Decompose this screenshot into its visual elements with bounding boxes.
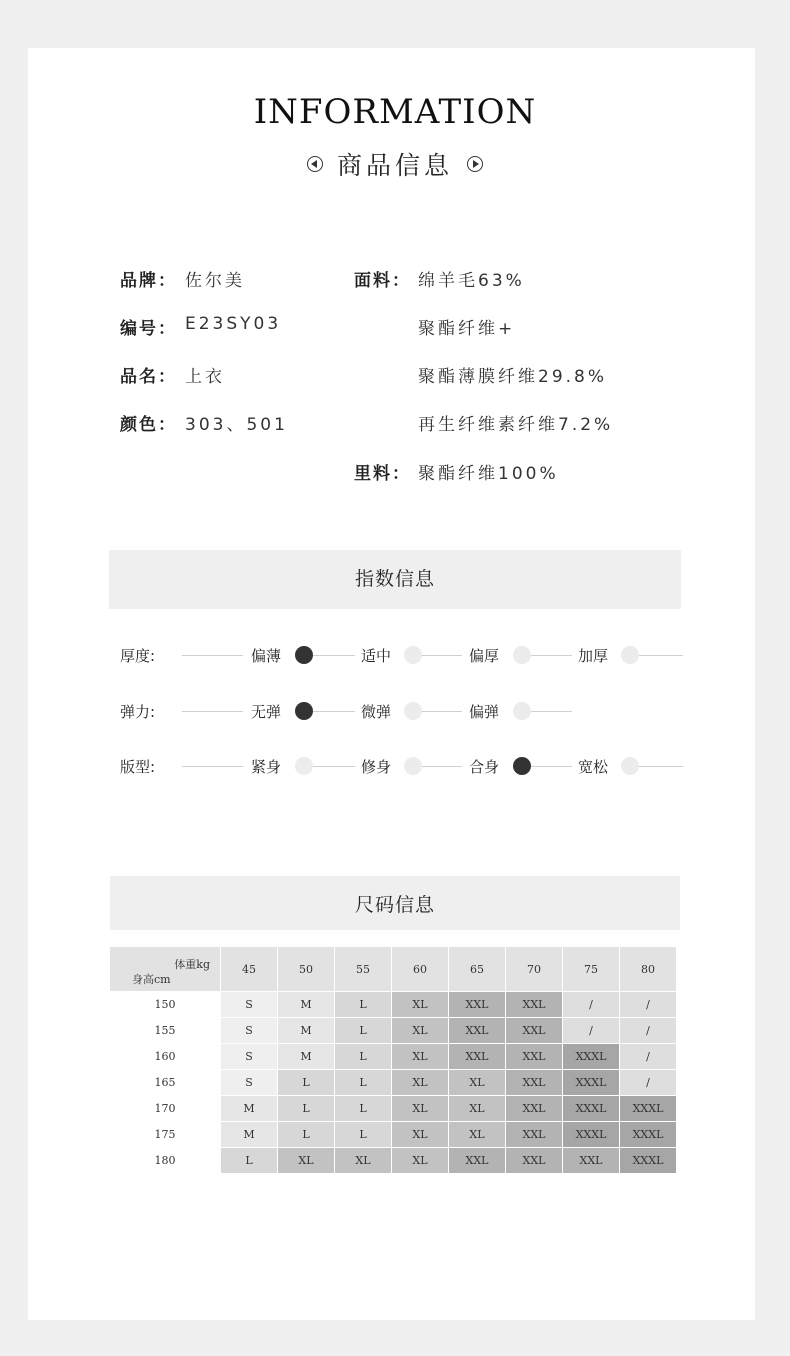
fabric-line-2: 聚酯纤维+: [418, 319, 516, 339]
size-cell: XL: [392, 1044, 449, 1070]
title-chinese: 商品信息: [336, 151, 453, 180]
size-cell: XL: [449, 1070, 506, 1096]
size-cell: L: [335, 1018, 392, 1044]
size-cell: XXXL: [563, 1044, 620, 1070]
size-cell: XXXL: [620, 1148, 677, 1174]
size-table-row: [110, 1096, 677, 1122]
size-cell: XL: [449, 1122, 506, 1148]
weight-column-header: 75: [563, 947, 620, 992]
size-cell: /: [563, 992, 620, 1018]
size-cell: /: [620, 992, 677, 1018]
index-option-label: 偏厚: [469, 647, 500, 665]
index-connector-line: [639, 766, 683, 767]
circle-arrow-left-icon: [307, 156, 323, 172]
size-cell: XL: [392, 992, 449, 1018]
size-cell: XL: [392, 1070, 449, 1096]
selected-dot-icon: [295, 646, 313, 664]
selected-dot-icon: [295, 702, 313, 720]
unselected-dot-icon: [513, 702, 531, 720]
height-axis-label: 身高cm: [132, 973, 171, 986]
fabric-line-3: 聚酯薄膜纤维29.8%: [418, 367, 608, 387]
size-cell: M: [278, 1018, 335, 1044]
name-value: 上衣: [185, 367, 225, 387]
index-section-title: 指数信息: [109, 550, 681, 609]
size-table: [109, 946, 677, 1174]
weight-column-header: 45: [221, 947, 278, 992]
size-cell: XL: [335, 1148, 392, 1174]
fabric-label: 面料：: [354, 271, 411, 291]
size-cell: L: [335, 1070, 392, 1096]
index-connector-line: [182, 711, 243, 712]
brand-label: 品牌：: [120, 271, 177, 291]
index-connector-line: [313, 711, 355, 712]
size-table-row: [110, 992, 677, 1018]
size-table-corner: [110, 947, 221, 992]
height-row-header: 175: [110, 1122, 221, 1148]
size-cell: XXL: [449, 1148, 506, 1174]
index-connector-line: [531, 766, 572, 767]
fabric-line-4: 再生纤维素纤维7.2%: [418, 415, 614, 435]
index-connector-line: [313, 655, 355, 656]
index-option-label: 微弹: [361, 703, 392, 721]
size-table-row: [110, 1122, 677, 1148]
title-english: INFORMATION: [253, 92, 537, 132]
index-option-label: 合身: [469, 758, 500, 776]
size-cell: L: [335, 1096, 392, 1122]
index-connector-line: [531, 711, 572, 712]
size-cell: XXL: [449, 1018, 506, 1044]
code-label: 编号：: [120, 319, 177, 339]
lining-label: 里料：: [354, 464, 411, 484]
size-cell: XXL: [563, 1148, 620, 1174]
color-label: 颜色：: [120, 415, 177, 435]
size-table-row: [110, 1070, 677, 1096]
index-option-label: 无弹: [251, 703, 282, 721]
size-cell: XXL: [506, 1044, 563, 1070]
weight-column-header: 80: [620, 947, 677, 992]
title-chinese-row: [0, 146, 790, 182]
name-label: 品名：: [120, 367, 177, 387]
size-cell: XXL: [506, 1070, 563, 1096]
size-table-row: [110, 1044, 677, 1070]
index-option-label: 宽松: [578, 758, 609, 776]
unselected-dot-icon: [621, 646, 639, 664]
fabric-line-1: 绵羊毛63%: [418, 271, 525, 291]
index-connector-line: [422, 766, 462, 767]
size-cell: M: [278, 992, 335, 1018]
weight-column-header: 65: [449, 947, 506, 992]
size-cell: /: [620, 1018, 677, 1044]
index-option-label: 加厚: [578, 647, 609, 665]
size-cell: /: [563, 1018, 620, 1044]
height-row-header: 180: [110, 1148, 221, 1174]
index-connector-line: [639, 655, 683, 656]
size-cell: S: [221, 992, 278, 1018]
index-row-label: 弹力:: [120, 703, 156, 721]
selected-dot-icon: [513, 757, 531, 775]
size-cell: L: [278, 1096, 335, 1122]
height-row-header: 165: [110, 1070, 221, 1096]
color-value: 303、501: [185, 415, 288, 435]
size-cell: S: [221, 1044, 278, 1070]
unselected-dot-icon: [404, 646, 422, 664]
size-cell: L: [335, 992, 392, 1018]
size-cell: S: [221, 1070, 278, 1096]
index-option-label: 偏弹: [469, 703, 500, 721]
height-row-header: 155: [110, 1018, 221, 1044]
size-cell: XXXL: [563, 1096, 620, 1122]
weight-column-header: 50: [278, 947, 335, 992]
index-option-label: 修身: [361, 758, 392, 776]
brand-value: 佐尔美: [185, 271, 245, 291]
size-cell: XXL: [506, 1096, 563, 1122]
weight-column-header: 55: [335, 947, 392, 992]
size-cell: M: [278, 1044, 335, 1070]
code-value: E23SY03: [185, 314, 282, 334]
index-connector-line: [422, 655, 462, 656]
size-cell: M: [221, 1122, 278, 1148]
size-cell: XL: [449, 1096, 506, 1122]
index-connector-line: [313, 766, 355, 767]
size-cell: /: [620, 1070, 677, 1096]
unselected-dot-icon: [513, 646, 531, 664]
index-connector-line: [531, 655, 572, 656]
size-cell: L: [278, 1070, 335, 1096]
index-row-label: 厚度:: [120, 647, 156, 665]
size-cell: XXL: [506, 1122, 563, 1148]
unselected-dot-icon: [295, 757, 313, 775]
size-table-row: [110, 1148, 677, 1174]
index-connector-line: [422, 711, 462, 712]
size-table-header-row: [110, 947, 677, 992]
index-option-label: 偏薄: [251, 647, 282, 665]
size-cell: XXXL: [620, 1122, 677, 1148]
size-cell: XXL: [506, 992, 563, 1018]
size-cell: XXXL: [563, 1122, 620, 1148]
index-option-label: 适中: [361, 647, 392, 665]
index-connector-line: [182, 766, 243, 767]
unselected-dot-icon: [621, 757, 639, 775]
height-row-header: 160: [110, 1044, 221, 1070]
unselected-dot-icon: [404, 702, 422, 720]
weight-column-header: 60: [392, 947, 449, 992]
index-connector-line: [182, 655, 243, 656]
size-cell: XXXL: [620, 1096, 677, 1122]
size-cell: XXL: [506, 1018, 563, 1044]
height-row-header: 150: [110, 992, 221, 1018]
circle-arrow-right-icon: [467, 156, 483, 172]
size-cell: L: [278, 1122, 335, 1148]
size-cell: L: [335, 1122, 392, 1148]
size-table-row: [110, 1018, 677, 1044]
weight-column-header: 70: [506, 947, 563, 992]
size-cell: /: [620, 1044, 677, 1070]
size-cell: L: [335, 1044, 392, 1070]
size-cell: S: [221, 1018, 278, 1044]
index-row-label: 版型:: [120, 758, 156, 776]
size-cell: M: [221, 1096, 278, 1122]
size-section-title: 尺码信息: [110, 876, 680, 930]
size-cell: XXL: [449, 992, 506, 1018]
unselected-dot-icon: [404, 757, 422, 775]
size-cell: XL: [392, 1096, 449, 1122]
size-cell: XL: [392, 1018, 449, 1044]
size-cell: XL: [392, 1122, 449, 1148]
size-cell: XXL: [449, 1044, 506, 1070]
lining-value: 聚酯纤维100%: [418, 464, 559, 484]
weight-axis-label: 体重kg: [174, 958, 210, 971]
size-cell: L: [221, 1148, 278, 1174]
index-option-label: 紧身: [251, 758, 282, 776]
size-cell: XXL: [506, 1148, 563, 1174]
size-cell: XL: [392, 1148, 449, 1174]
size-cell: XXXL: [563, 1070, 620, 1096]
height-row-header: 170: [110, 1096, 221, 1122]
size-cell: XL: [278, 1148, 335, 1174]
